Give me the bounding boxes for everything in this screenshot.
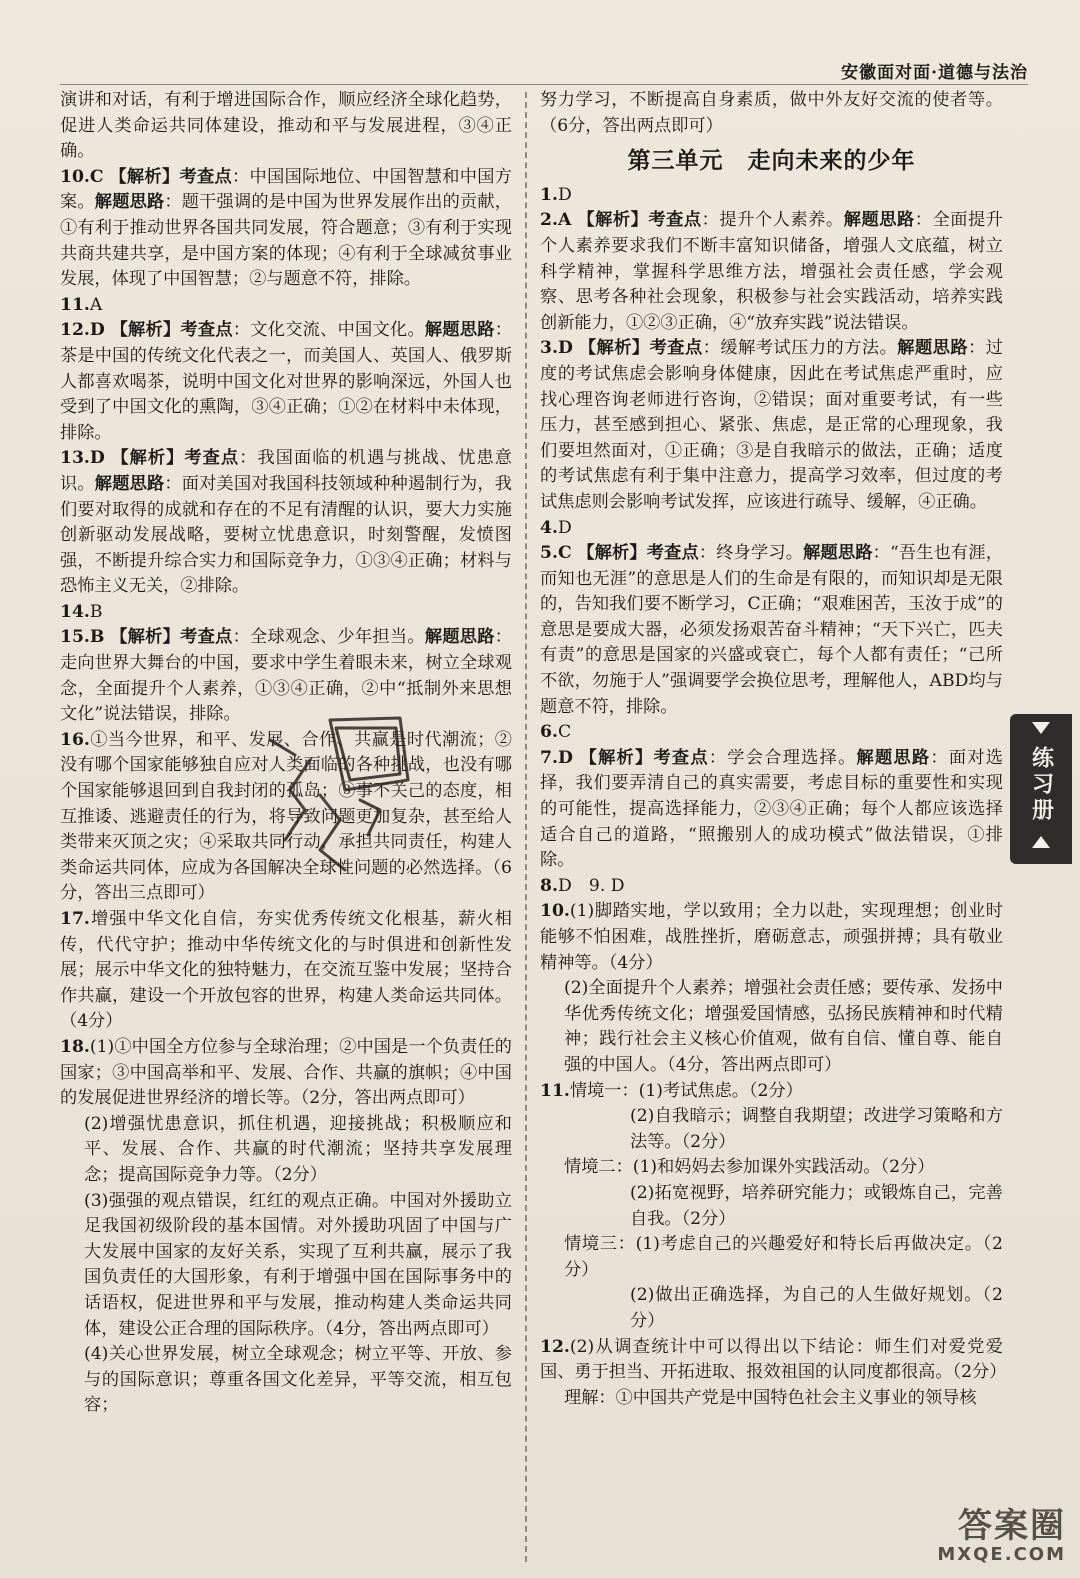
kcd-text: ：终身学习。 [698,543,804,564]
jtsl-label: 解题思路 [803,543,873,564]
answer-choice: C [557,543,572,564]
kcd-label: 考查点 [648,210,702,231]
answer-choice: C [557,722,572,743]
answer-12-right [540,1335,1007,1386]
jtsl-text: ：“吾生也有涯，而知也无涯”的意思是人们的生命是有限的，而知识却是无限的，告知我们要不断学习，C正确；“艰难困苦，玉汝于成”的意思是要成大器，必须发扬艰苦奋斗精神；“天下兴亡，匹夫有责”的意思是国家的兴盛或衰亡，每个人都有责任；“己所不欲，勿施于人”强调要学会换位思考，理解他人，ABD均与题意不符，排除。 [540,543,1003,717]
jiexi-label: 【解析】 [111,448,185,469]
answer-number: 15. [60,627,90,648]
tab-label: 练习册 [1028,746,1054,824]
kcd-label: 考查点 [180,627,233,648]
answer-part-1: (2)从调查统计中可以得出以下结论：师生们对爱党爱国、勇于担当、开拓进取、报效祖国的认同度都很高。（2分） [540,1336,1007,1383]
kcd-label: 考查点 [184,448,240,469]
jtsl-text: ：题干强调的是中国为世界发展作出的贡献，①有利于推动世界各国共同发展，符合题意；③有利于实现共商共建共享，是中国方案的体现；④有利于全球减贫事业发展，体现了中国智慧；②与题意不符，排除。 [60,192,512,290]
answer-number: 7. [540,747,558,768]
q18-continuation: 努力学习，不断提高自身素质，做中外友好交流的使者等。（6分，答出两点即可） [540,90,1003,136]
jtsl-label: 解题思路 [897,338,969,359]
kcd-label: 考查点 [179,166,233,187]
kcd-text: ：提升个人素养。 [701,210,844,231]
watermark-line-2: MXQE.COM [937,1544,1066,1565]
kcd-label: 考查点 [646,543,699,564]
jiexi-label: 【解析】 [109,166,180,187]
kcd-text: ：文化交流、中国文化。 [232,320,425,341]
answer-number: 5. [540,543,558,564]
answer-18-part-4: (4)关心世界发展，树立全球观念；树立平等、开放、参与的国际意识；尊重各国文化差异，平等交流，相互包容； [84,1344,512,1416]
answer-2 [540,208,1003,336]
answer-choice: A [89,294,103,315]
running-head: 安徽面对面·道德与法治 [841,63,1028,83]
answer-choice: D [557,338,573,359]
answer-13 [60,446,512,600]
practice-book-tab[interactable] [1010,714,1072,864]
jtsl-text: ：茶是中国的传统文化代表之一，而美国人、英国人、俄罗斯人都喜欢喝茶，说明中国文化对世界的影响深远，外国人也受到了中国文化的熏陶，③④正确；①②在材料中未体现，排除。 [60,320,512,443]
kcd-text: ：全球观念、少年担当。 [232,627,425,648]
answer-number: 12. [60,320,90,341]
answer-number: 11. [60,294,90,315]
answer-5 [540,541,1003,720]
triangle-down-icon [1032,722,1050,734]
jtsl-label: 解题思路 [94,192,165,213]
jtsl-text: ：全面提升个人素养要求我们不断丰富知识储备，增强人文底蕴，树立科学精神，掌握科学思维方法，增强社会责任感，学会观察、思考各种社会现象，积极参与社会实践活动，培养实践创新能力，①②③正确，④“放弃实践”说法错误。 [540,210,1003,333]
answer-number: 1. [540,184,558,205]
jtsl-label: 解题思路 [424,320,495,341]
answer-choice: D [557,517,572,538]
answer-choice: D [557,184,572,205]
right-column [540,88,1007,1411]
answer-18-part-2: (2)增强忧患意识，抓住机遇，迎接挑战；积极顺应和平、发展、合作、共赢的时代潮流；坚持共享发展理念；提高国际竞争力等。（2分） [84,1113,512,1185]
watermark-line-1: 答案圈 [958,1506,1066,1546]
jtsl-label: 解题思路 [94,473,165,494]
answer-number: 6. [540,722,558,743]
answer-8-9 [540,874,1003,900]
answer-6 [540,720,1003,746]
answer-11 [60,293,512,319]
answer-number: 14. [60,601,90,622]
header-rule [60,84,1028,85]
answer-15 [60,625,512,727]
answer-12 [60,318,512,446]
kcd-text: ：中国国际地位、中国智慧和中国方案。 [60,166,512,213]
column-divider [525,92,527,1562]
answer-choice: A [557,210,572,231]
jtsl-label: 解题思路 [843,210,915,231]
answer-choice: C [89,166,104,187]
answer-number: 17. [60,909,90,929]
kcd-text: ：缓解考试压力的方法。 [702,338,898,359]
answer-3 [540,336,1003,515]
answer-number: 4. [540,517,558,538]
answer-18-part-3: (3)强强的观点错误，红红的观点正确。中国对外援助立足我国初级阶段的基本国情。对外援助巩固了中国与广大发展中国家的友好关系，实现了互利共赢，展示了我国负责任的大国形象，有利于增强中国在国际事务中的话语权，促进世界和平与发展，推动构建人类命运共同体，建设公正合理的国际秩序。（4分，答出两点即可） [84,1190,512,1339]
answer-1 [540,183,1003,209]
kcd-label: 考查点 [649,338,703,359]
answer-7 [540,746,1003,874]
answer-10 [60,165,512,293]
scenario-1: 情境一：(1)考试焦虑。（2分） [569,1080,803,1101]
answer-number: 2. [540,210,558,231]
jtsl-label: 解题思路 [424,627,495,648]
q9-continuation: 演讲和对话，有利于增进国际合作，顺应经济全球化趋势，促进人类命运共同体建设，推动和平与发展进程，③④正确。 [60,90,512,162]
kcd-text: ：学会合理选择。 [708,747,857,768]
scenario-2: 情境二：(1)和妈妈去参加课外实践活动。（2分） [564,1157,935,1178]
unit-title: 第三单元 走向未来的少年 [627,148,916,175]
answer-choice: D [89,320,105,341]
answer-number: 11. [540,1080,570,1101]
answer-number: 16. [60,729,90,750]
jtsl-label: 解题思路 [856,747,931,768]
answer-number: 3. [540,338,558,359]
jiexi-label: 【解析】 [578,338,650,359]
answer-choice: B [89,627,105,648]
answer-number: 10. [540,901,570,922]
answer-choice: D [557,747,573,768]
answer-17 [60,907,512,1035]
answer-number: 12. [540,1336,570,1357]
scenario-1-b: (2)自我暗示；调整自我期望；改进学习策略和方法等。（2分） [630,1106,1003,1152]
jiexi-label: 【解析】 [579,747,654,768]
jtsl-text: ：面对选择，我们要弄清自己的真实需要，考虑目标的重要性和实现的可能性，提高选择能力，②③④正确；每个人都应该选择适合自己的道路，“照搬别人的成功模式”做法错误，①排除。 [540,747,1003,871]
answer-18 [60,1035,512,1112]
scenario-3: 情境三：(1)考虑自己的兴趣爱好和特长后再做决定。（2分） [564,1234,1003,1280]
scenario-2-b: (2)拓宽视野，培养研究能力；或锻炼自己，完善自我。（2分） [630,1182,1003,1229]
jiexi-label: 【解析】 [577,210,649,231]
answer-14 [60,600,512,626]
jiexi-label: 【解析】 [110,627,181,648]
answer-10-part-2: (2)全面提升个人素养；增强社会责任感；要传承、发扬中华优秀传统文化；增强爱国情感，弘扬民族精神和时代精神；践行社会主义核心价值观，做有自信、懂自尊、能自强的中国人。（4分，答出两点即可） [564,978,1003,1075]
jiexi-label: 【解析】 [577,543,647,564]
answer-number: 13. [60,448,90,469]
jtsl-text: ：过度的考试焦虑会影响身体健康，因此在考试焦虑严重时，应找心理咨询老师进行咨询，②错误；面对重要考试，有一些压力，甚至感到担心、紧张、焦虑，是正常的心理现象，我们要坦然面对，①正确；③是自我暗示的做法，正确；适度的考试焦虑有利于集中注意力，提高学习效率，但过度的考试焦虑则会影响考试发挥，应该进行疏导、缓解，④正确。 [540,338,1003,512]
left-column [60,88,512,1419]
kcd-text: ：我国面临的机遇与挑战、忧患意识。 [60,448,512,494]
answer-choice: B [89,601,103,622]
answer-text: 增强中华文化自信，夯实优秀传统文化根基，薪火相传，代代守护；推动中华传统文化的与时俱进和创新性发展；展示中华文化的独特魅力，在交流互鉴中发展；坚持合作共赢，建设一个开放包容的世界，构建人类命运共同体。（4分） [60,909,512,1032]
jtsl-text: ：面对美国对我国科技领域种种遏制行为，我们要对取得的成就和存在的不足有清醒的认识，要大力实施创新驱动发展战略，要树立忧患意识，时刻警醒，发愤图强，不断提升综合实力和国际竞争力，①③④正确；材料与恐怖主义无关，②排除。 [60,473,512,597]
answer-text: ①当今世界，和平、发展、合作、共赢是时代潮流；②没有哪个国家能够独自应对人类面临的各种挑战，也没有哪个国家能够退回到自我封闭的孤岛；③事不关己的态度，相互推诿、逃避责任的行为，将导致问题更加复杂，甚至给人类带来灭顶之灾；④采取共同行动，承担共同责任，构建人类命运共同体，应成为各国解决全球性问题的必然选择。（6分，答出三点即可） [60,729,512,904]
jtsl-text: ：走向世界大舞台的中国，要求中学生着眼未来，树立全球观念，全面提升个人素养，①③④正确，②中“抵制外来思想文化”说法错误，排除。 [60,627,512,725]
answer-4 [540,516,1003,542]
scenario-3-b: (2)做出正确选择，为自己的人生做好规划。（2分） [630,1285,1003,1331]
kcd-label: 考查点 [653,747,709,768]
watermark-logo [866,1508,1066,1568]
answer-number: 8. [540,875,558,896]
answer-11-right [540,1079,1003,1105]
answer-number: 18. [60,1036,90,1057]
answer-16 [60,728,512,907]
answer-number: 10. [60,166,90,187]
answer-10-right [540,899,1003,976]
answer-choice: D [89,448,105,469]
kcd-label: 考查点 [180,320,233,341]
answer-choice: D 9. D [557,875,625,896]
jiexi-label: 【解析】 [110,320,181,341]
answer-part-1: (1)①中国全方位参与全球治理；②中国是一个负责任的国家；③中国高举和平、发展、合作、共赢的旗帜；④中国的发展促进世界经济的增长等。（2分，答出两点即可） [60,1036,512,1109]
triangle-up-icon [1032,836,1050,848]
answer-12-part-2: 理解：①中国共产党是中国特色社会主义事业的领导核 [564,1387,977,1408]
answer-part-1: (1)脚踏实地，学以致用；全力以赴，实现理想；创业时能够不怕困难，战胜挫折，磨砺意志，顽强拼搏；具有敬业精神等。（4分） [540,901,1003,973]
